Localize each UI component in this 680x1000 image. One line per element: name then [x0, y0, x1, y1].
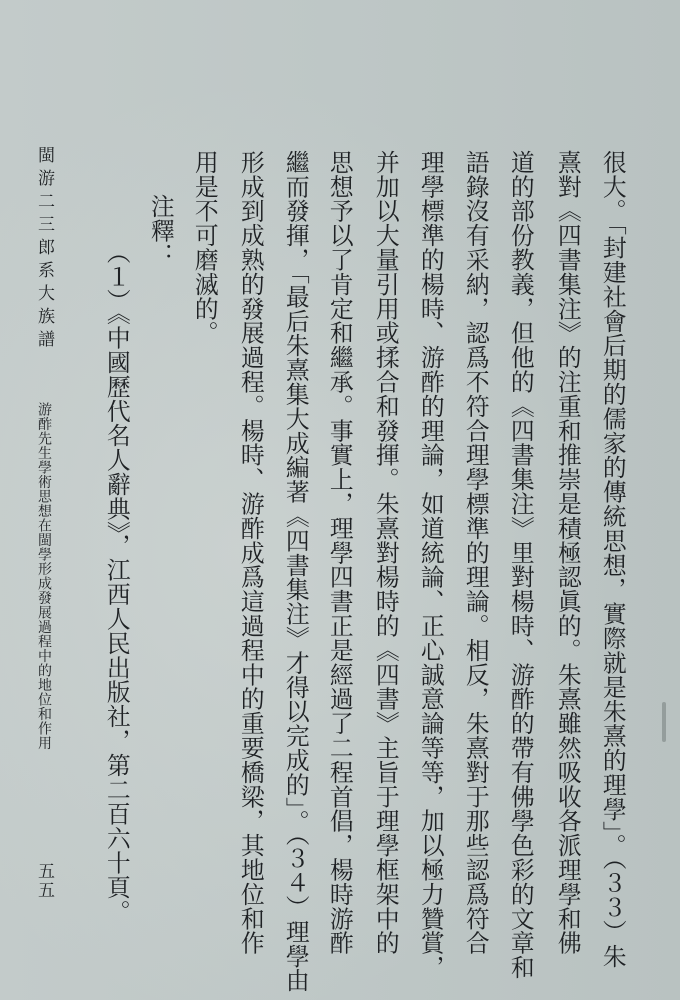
page-edge-mark — [662, 702, 666, 742]
body-text-column-7: 思想予以了肯定和繼承。事實上，理學四書正是經過了二程首倡，楊時游酢 — [325, 150, 354, 956]
body-text-column-5: 理學標準的楊時、游酢的理論，如道統論、正心誠意論等等，加以極力贊賞， — [416, 150, 445, 980]
body-text-column-8: 繼而發揮，「最后朱熹集大成編著《四書集注》才得以完成的」。（３４）理學由 — [281, 150, 310, 993]
page-number: 五五 — [34, 862, 54, 900]
body-text-column-3: 道的部份教義，但他的《四書集注》里對楊時、游酢的帶有佛學色彩的文章和 — [506, 150, 535, 980]
running-header-chapter-title: 游酢先生學術思想在閩學形成發展過程中的地位和作用 — [36, 402, 52, 750]
body-text-column-6: 并加以大量引用或揉合和發揮。朱熹對楊時的《四書》主旨于理學框架中的 — [371, 150, 400, 956]
notes-heading: 注釋： — [146, 194, 175, 268]
note-item-1: （１）《中國歷代名人辭典》，江西人民出版社，第二百六十頁。 — [102, 240, 131, 924]
body-text-column-10: 用是不可磨滅的。 — [190, 150, 219, 346]
body-text-column-2: 熹對《四書集注》的注重和推崇是積極認眞的。朱熹雖然吸收各派理學和佛 — [553, 150, 582, 956]
body-text-column-4: 語錄沒有采納，認爲不符合理學標準的理論。相反，朱熹對于那些認爲符合 — [461, 150, 490, 956]
running-header-book-title: 閩游二三郎系大族譜 — [34, 146, 54, 353]
body-text-column-1: 很大。「封建社會后期的儒家的傳統思想，實際就是朱熹的理學」。（３３）朱 — [598, 150, 627, 969]
body-text-column-9: 形成到成熟的發展過程。楊時、游酢成爲這過程中的重要橋梁，其地位和作 — [236, 150, 265, 956]
